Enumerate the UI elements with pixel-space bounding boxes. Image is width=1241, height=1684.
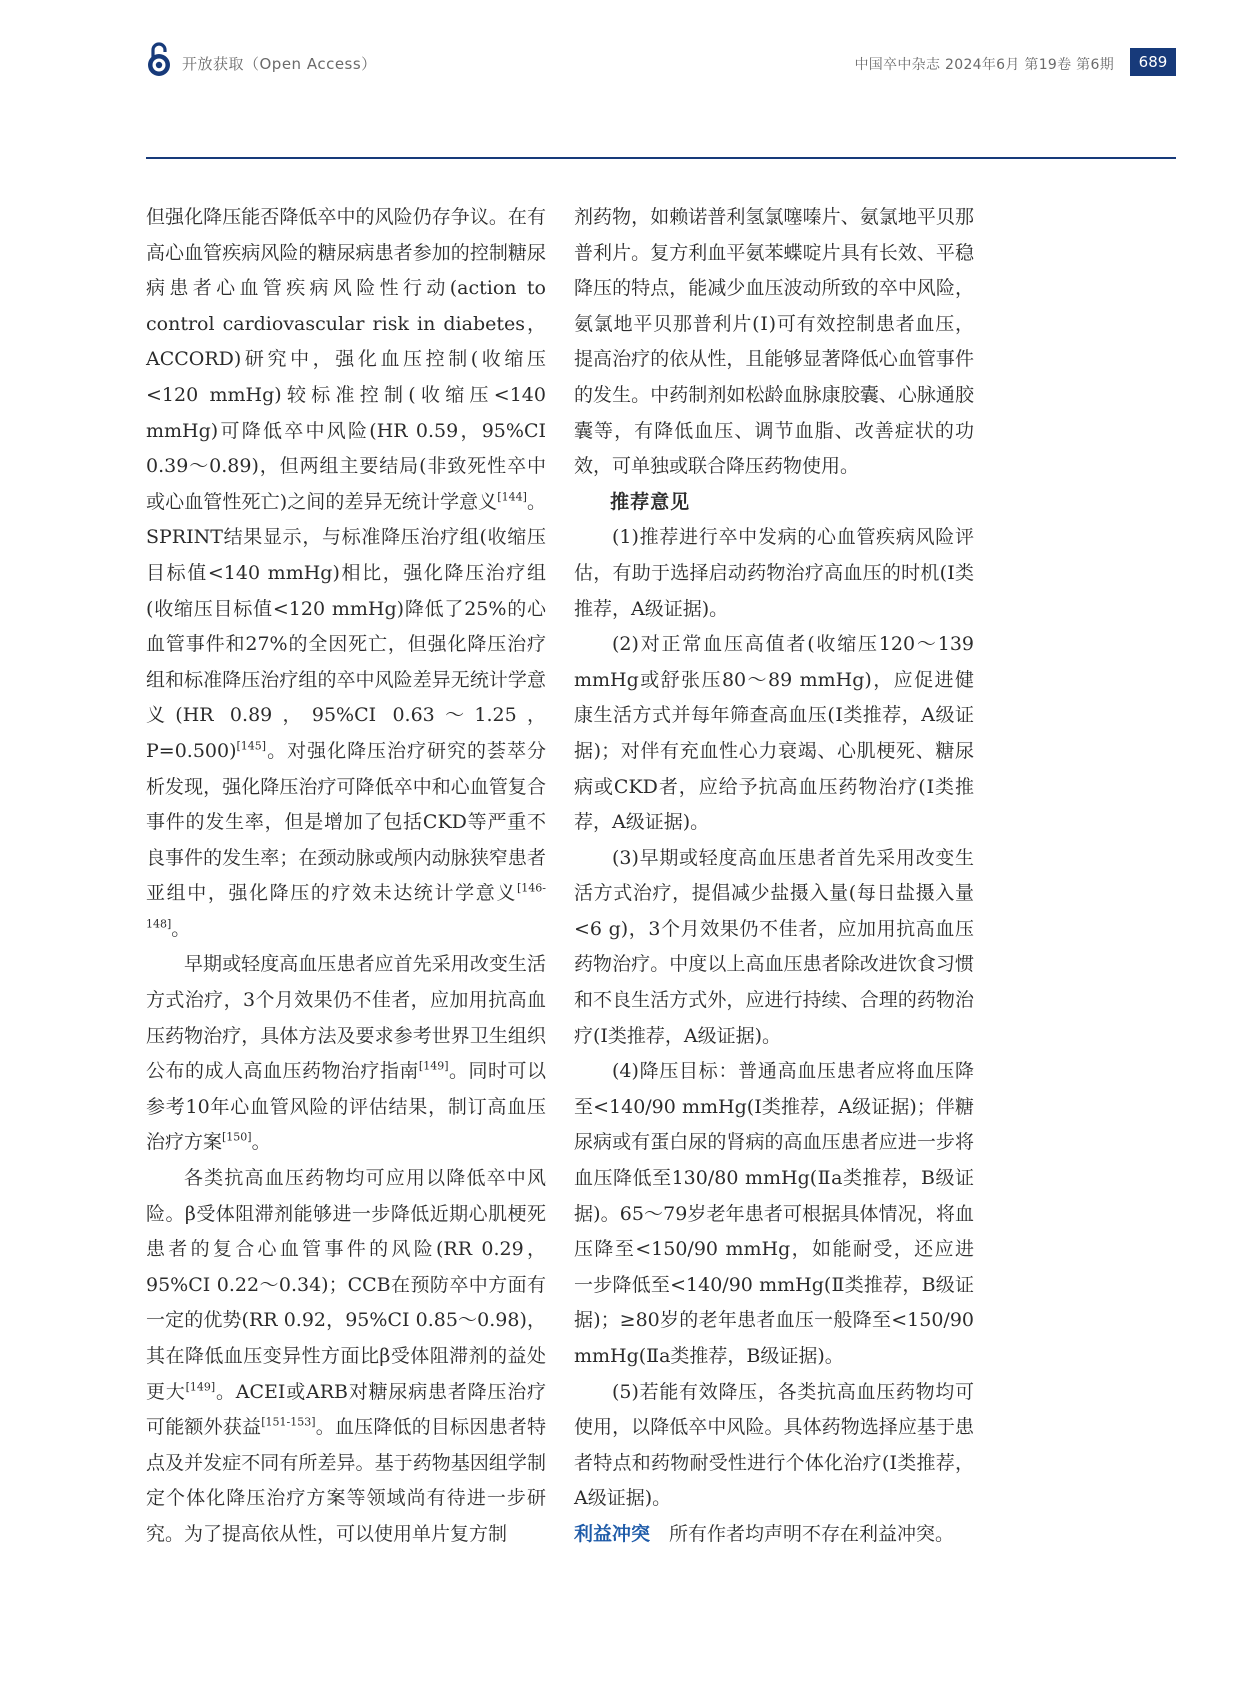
header-divider (146, 157, 1176, 159)
citation[interactable]: [146-148] (146, 881, 546, 931)
citation[interactable]: [151-153] (261, 1415, 316, 1429)
citation[interactable]: [149] (418, 1059, 449, 1073)
recommendation-item: (2)对正常血压高值者(收缩压120～139 mmHg或舒张压80～89 mmHg)，应促进健康生活方式并每年筛查高血压(Ⅰ类推荐，A级证据)；对伴有充血性心力衰竭、心肌梗死、糖尿病或CKD者，应给予抗高血压药物治疗(Ⅰ类推荐，A级证据)。 (574, 633, 974, 834)
citation[interactable]: [149] (185, 1380, 216, 1394)
body-paragraph: 但强化降压能否降低卒中的风险仍存争议。在有高心血管疾病风险的糖尿病患者参加的控制糖尿病患者心血管疾病风险性行动(action to control cardiovascular risk in diabetes，ACCORD)研究中，强化血压控制(收缩压<120 mmHg)较标准控制(收缩压<140 mmHg)可降低卒中风险(HR 0.59，95%CI 0.39～0.89)，但两组主要结局(非致死性卒中或心血管性死亡)之间的差异无统计学意义[144]。SPRINT结果显示，与标准降压治疗组(收缩压目标值<140 mmHg)相比，强化降压治疗组(收缩压目标值<120 mmHg)降低了25%的心血管事件和27%的全因死亡，但强化降压治疗组和标准降压治疗组的卒中风险差异无统计学意义(HR 0.89，95%CI 0.63～1.25，P=0.500)[145]。对强化降压治疗研究的荟萃分析发现，强化降压治疗可降低卒中和心血管复合事件的发生率，但是增加了包括CKD等严重不良事件的发生率；在颈动脉或颅内动脉狭窄患者亚组中，强化降压的疗效未达统计学意义[146-148]。 (146, 206, 546, 940)
recommendation-item: (1)推荐进行卒中发病的心血管疾病风险评估，有助于选择启动药物治疗高血压的时机(Ⅰ类推荐，A级证据)。 (574, 526, 974, 620)
journal-info: 中国卒中杂志 2024年6月 第19卷 第6期 (854, 57, 1114, 73)
left-column (146, 200, 546, 1553)
citation[interactable]: [144] (497, 490, 527, 504)
body-paragraph: 各类抗高血压药物均可应用以降低卒中风险。β受体阻滞剂能够进一步降低近期心肌梗死患者的复合心血管事件的风险(RR 0.29，95%CI 0.22～0.34)；CCB在预防卒中方面有一定的优势(RR 0.92，95%CI 0.85～0.98)，其在降低血压变异性方面比β受体阻滞剂的益处更大[149]。ACEI或ARB对糖尿病患者降压治疗可能额外获益[151-153]。血压降低的目标因患者特点及并发症不同有所差异。基于药物基因组学制定个体化降压治疗方案等领域尚有待进一步研究。为了提高依从性，可以使用单片复方制 (146, 1167, 546, 1545)
page-number-badge: 689 (1130, 48, 1176, 76)
recommendation-item: (4)降压目标：普通高血压患者应将血压降至<140/90 mmHg(Ⅰ类推荐，A级证据)；伴糖尿病或有蛋白尿的肾病的高血压患者应进一步将血压降低至130/80 mmHg(Ⅱa类推荐，B级证据)。65～79岁老年患者可根据具体情况，将血压降至<150/90 mmHg，如能耐受，还应进一步降低至<140/90 mmHg(Ⅱ类推荐，B级证据)；≥80岁的老年患者血压一般降至<150/90 mmHg(Ⅱa类推荐，B级证据)。 (574, 1060, 974, 1367)
page-header (146, 40, 1176, 80)
recommendation-heading: 推荐意见 (610, 490, 691, 513)
recommendation-item: (3)早期或轻度高血压患者首先采用改变生活方式治疗，提倡减少盐摄入量(每日盐摄入量<6 g)，3个月效果仍不佳者，应加用抗高血压药物治疗。中度以上高血压患者除改进饮食习惯和不良生活方式外，应进行持续、合理的药物治疗(Ⅰ类推荐，A级证据)。 (574, 846, 974, 1047)
open-access-lock-icon (146, 40, 172, 78)
coi-text: 所有作者均声明不存在利益冲突。 (669, 1522, 955, 1545)
recommendation-item: (5)若能有效降压，各类抗高血压药物均可使用，以降低卒中风险。具体药物选择应基于患者特点和药物耐受性进行个体化治疗(Ⅰ类推荐，A级证据)。 (574, 1380, 974, 1510)
citation[interactable]: [150] (222, 1131, 252, 1145)
open-access-label: 开放获取（Open Access） (182, 55, 377, 73)
citation[interactable]: [145] (236, 739, 267, 753)
body-paragraph: 早期或轻度高血压患者应首先采用改变生活方式治疗，3个月效果仍不佳者，应加用抗高血压药物治疗，具体方法及要求参考世界卫生组织公布的成人高血压药物治疗指南[149]。同时可以参考10年心血管风险的评估结果，制订高血压治疗方案[150]。 (146, 953, 546, 1154)
right-column (574, 200, 974, 1553)
coi-label: 利益冲突 (574, 1522, 651, 1545)
body-paragraph: 剂药物，如赖诺普利氢氯噻嗪片、氨氯地平贝那普利片。复方利血平氨苯蝶啶片具有长效、平稳降压的特点，能减少血压波动所致的卒中风险，氨氯地平贝那普利片(Ⅰ)可有效控制患者血压，提高治疗的依从性，且能够显著降低心血管事件的发生。中药制剂如松龄血脉康胶囊、心脉通胶囊等，有降低血压、调节血脂、改善症状的功效，可单独或联合降压药物使用。 (574, 206, 974, 478)
conflict-of-interest (574, 1517, 974, 1553)
